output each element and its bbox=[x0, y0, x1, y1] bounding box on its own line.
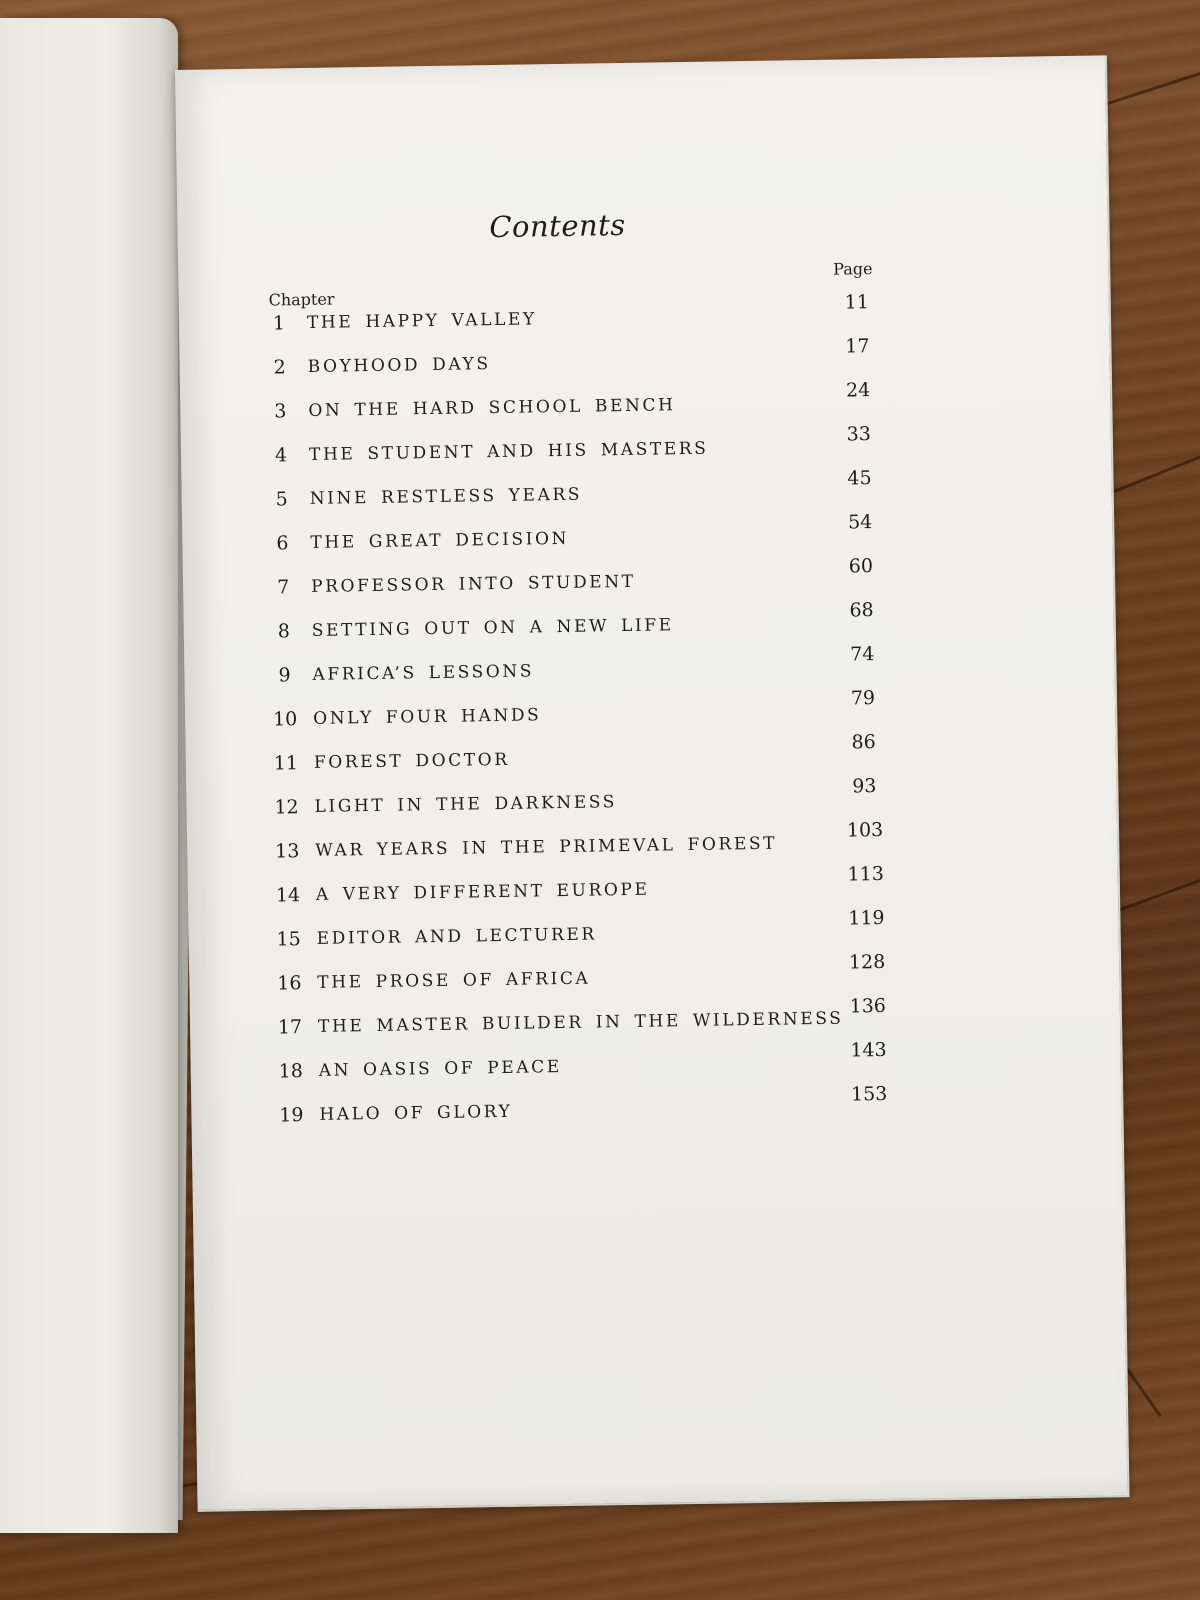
toc-entry bbox=[182, 467, 1112, 520]
chapter-number: 2 bbox=[273, 356, 286, 379]
chapter-page-number: 24 bbox=[845, 379, 871, 402]
chapter-title: AN OASIS OF PEACE bbox=[318, 1057, 562, 1081]
chapter-page-number: 128 bbox=[848, 950, 886, 974]
chapter-title: WAR YEARS IN THE PRIMEVAL FOREST bbox=[315, 833, 778, 861]
chapter-number: 7 bbox=[276, 576, 290, 599]
chapter-title: NINE RESTLESS YEARS bbox=[309, 484, 583, 509]
toc-entry bbox=[190, 994, 1120, 1048]
chapter-page-number: 113 bbox=[847, 862, 885, 886]
chapter-page-number: 68 bbox=[849, 599, 874, 622]
chapter-title: LIGHT IN THE DARKNESS bbox=[314, 792, 618, 817]
toc-entry bbox=[182, 511, 1112, 564]
chapter-page-number: 33 bbox=[846, 423, 872, 446]
chapter-page-number: 79 bbox=[850, 687, 876, 710]
toc-entry bbox=[189, 906, 1119, 960]
chapter-number: 8 bbox=[277, 620, 291, 643]
chapter-page-number: 45 bbox=[847, 467, 872, 490]
chapter-column-header: Chapter bbox=[268, 289, 335, 310]
chapter-page-number: 143 bbox=[850, 1038, 887, 1062]
chapter-title: PROFESSOR INTO STUDENT bbox=[310, 571, 636, 597]
chapter-number: 9 bbox=[278, 664, 291, 687]
chapter-number: 19 bbox=[279, 1104, 304, 1127]
toc-entry bbox=[180, 335, 1110, 388]
chapter-title: THE HAPPY VALLEY bbox=[306, 309, 537, 333]
chapter-title: THE PROSE OF AFRICA bbox=[317, 968, 591, 993]
toc-entry bbox=[183, 555, 1113, 608]
chapter-title: FOREST DOCTOR bbox=[313, 749, 510, 773]
chapter-title: EDITOR AND LECTURER bbox=[316, 924, 597, 949]
chapter-number: 16 bbox=[277, 972, 302, 995]
chapter-title: THE MASTER BUILDER IN THE WILDERNESS bbox=[317, 1008, 844, 1037]
chapter-title: AFRICA’S LESSONS bbox=[312, 661, 535, 685]
chapter-number: 11 bbox=[273, 752, 299, 775]
chapter-number: 13 bbox=[275, 840, 300, 863]
toc-entry bbox=[186, 731, 1116, 784]
contents-page bbox=[175, 55, 1130, 1511]
chapter-page-number: 93 bbox=[852, 775, 877, 798]
chapter-number: 1 bbox=[272, 312, 286, 335]
chapter-page-number: 11 bbox=[844, 291, 869, 314]
chapter-page-number: 103 bbox=[846, 818, 884, 842]
toc-entry bbox=[191, 1082, 1121, 1136]
chapter-title: ON THE HARD SCHOOL BENCH bbox=[308, 395, 676, 421]
chapter-number: 12 bbox=[274, 796, 299, 819]
chapter-title: THE GREAT DECISION bbox=[310, 528, 570, 553]
toc-entry bbox=[187, 818, 1117, 872]
chapter-title: A VERY DIFFERENT EUROPE bbox=[315, 879, 650, 905]
chapter-page-number: 86 bbox=[851, 731, 876, 754]
chapter-title: HALO OF GLORY bbox=[319, 1101, 513, 1125]
left-page bbox=[0, 18, 178, 1533]
chapter-number: 3 bbox=[274, 400, 287, 423]
toc-entry bbox=[180, 379, 1110, 432]
chapter-page-number: 136 bbox=[849, 994, 887, 1018]
chapter-number: 17 bbox=[277, 1016, 303, 1039]
chapter-number: 15 bbox=[276, 928, 301, 951]
chapter-page-number: 119 bbox=[848, 906, 885, 930]
chapter-page-number: 17 bbox=[845, 335, 870, 358]
chapter-page-number: 60 bbox=[848, 555, 874, 578]
chapter-title: BOYHOOD DAYS bbox=[307, 354, 491, 377]
chapter-number: 14 bbox=[275, 884, 301, 907]
chapter-title: ONLY FOUR HANDS bbox=[313, 705, 542, 729]
page-title: Contents bbox=[489, 207, 626, 245]
chapter-number: 18 bbox=[278, 1060, 304, 1083]
chapter-page-number: 74 bbox=[849, 643, 875, 666]
chapter-number: 5 bbox=[275, 488, 288, 511]
chapter-number: 10 bbox=[272, 708, 298, 731]
toc-entry bbox=[181, 423, 1111, 476]
chapter-page-number: 153 bbox=[850, 1082, 888, 1106]
page-column-header: Page bbox=[833, 259, 873, 279]
toc-entry bbox=[184, 599, 1114, 652]
chapter-number: 4 bbox=[274, 444, 288, 467]
toc-entry bbox=[184, 643, 1114, 696]
toc-entry bbox=[189, 950, 1119, 1004]
chapter-title: THE STUDENT AND HIS MASTERS bbox=[308, 438, 709, 465]
chapter-title: SETTING OUT ON A NEW LIFE bbox=[311, 615, 674, 641]
chapter-number: 6 bbox=[276, 532, 289, 555]
toc-entry bbox=[185, 687, 1115, 740]
toc-entry bbox=[188, 862, 1118, 916]
toc-entry bbox=[191, 1038, 1121, 1092]
toc-entry bbox=[186, 775, 1116, 828]
chapter-page-number: 54 bbox=[847, 511, 873, 534]
